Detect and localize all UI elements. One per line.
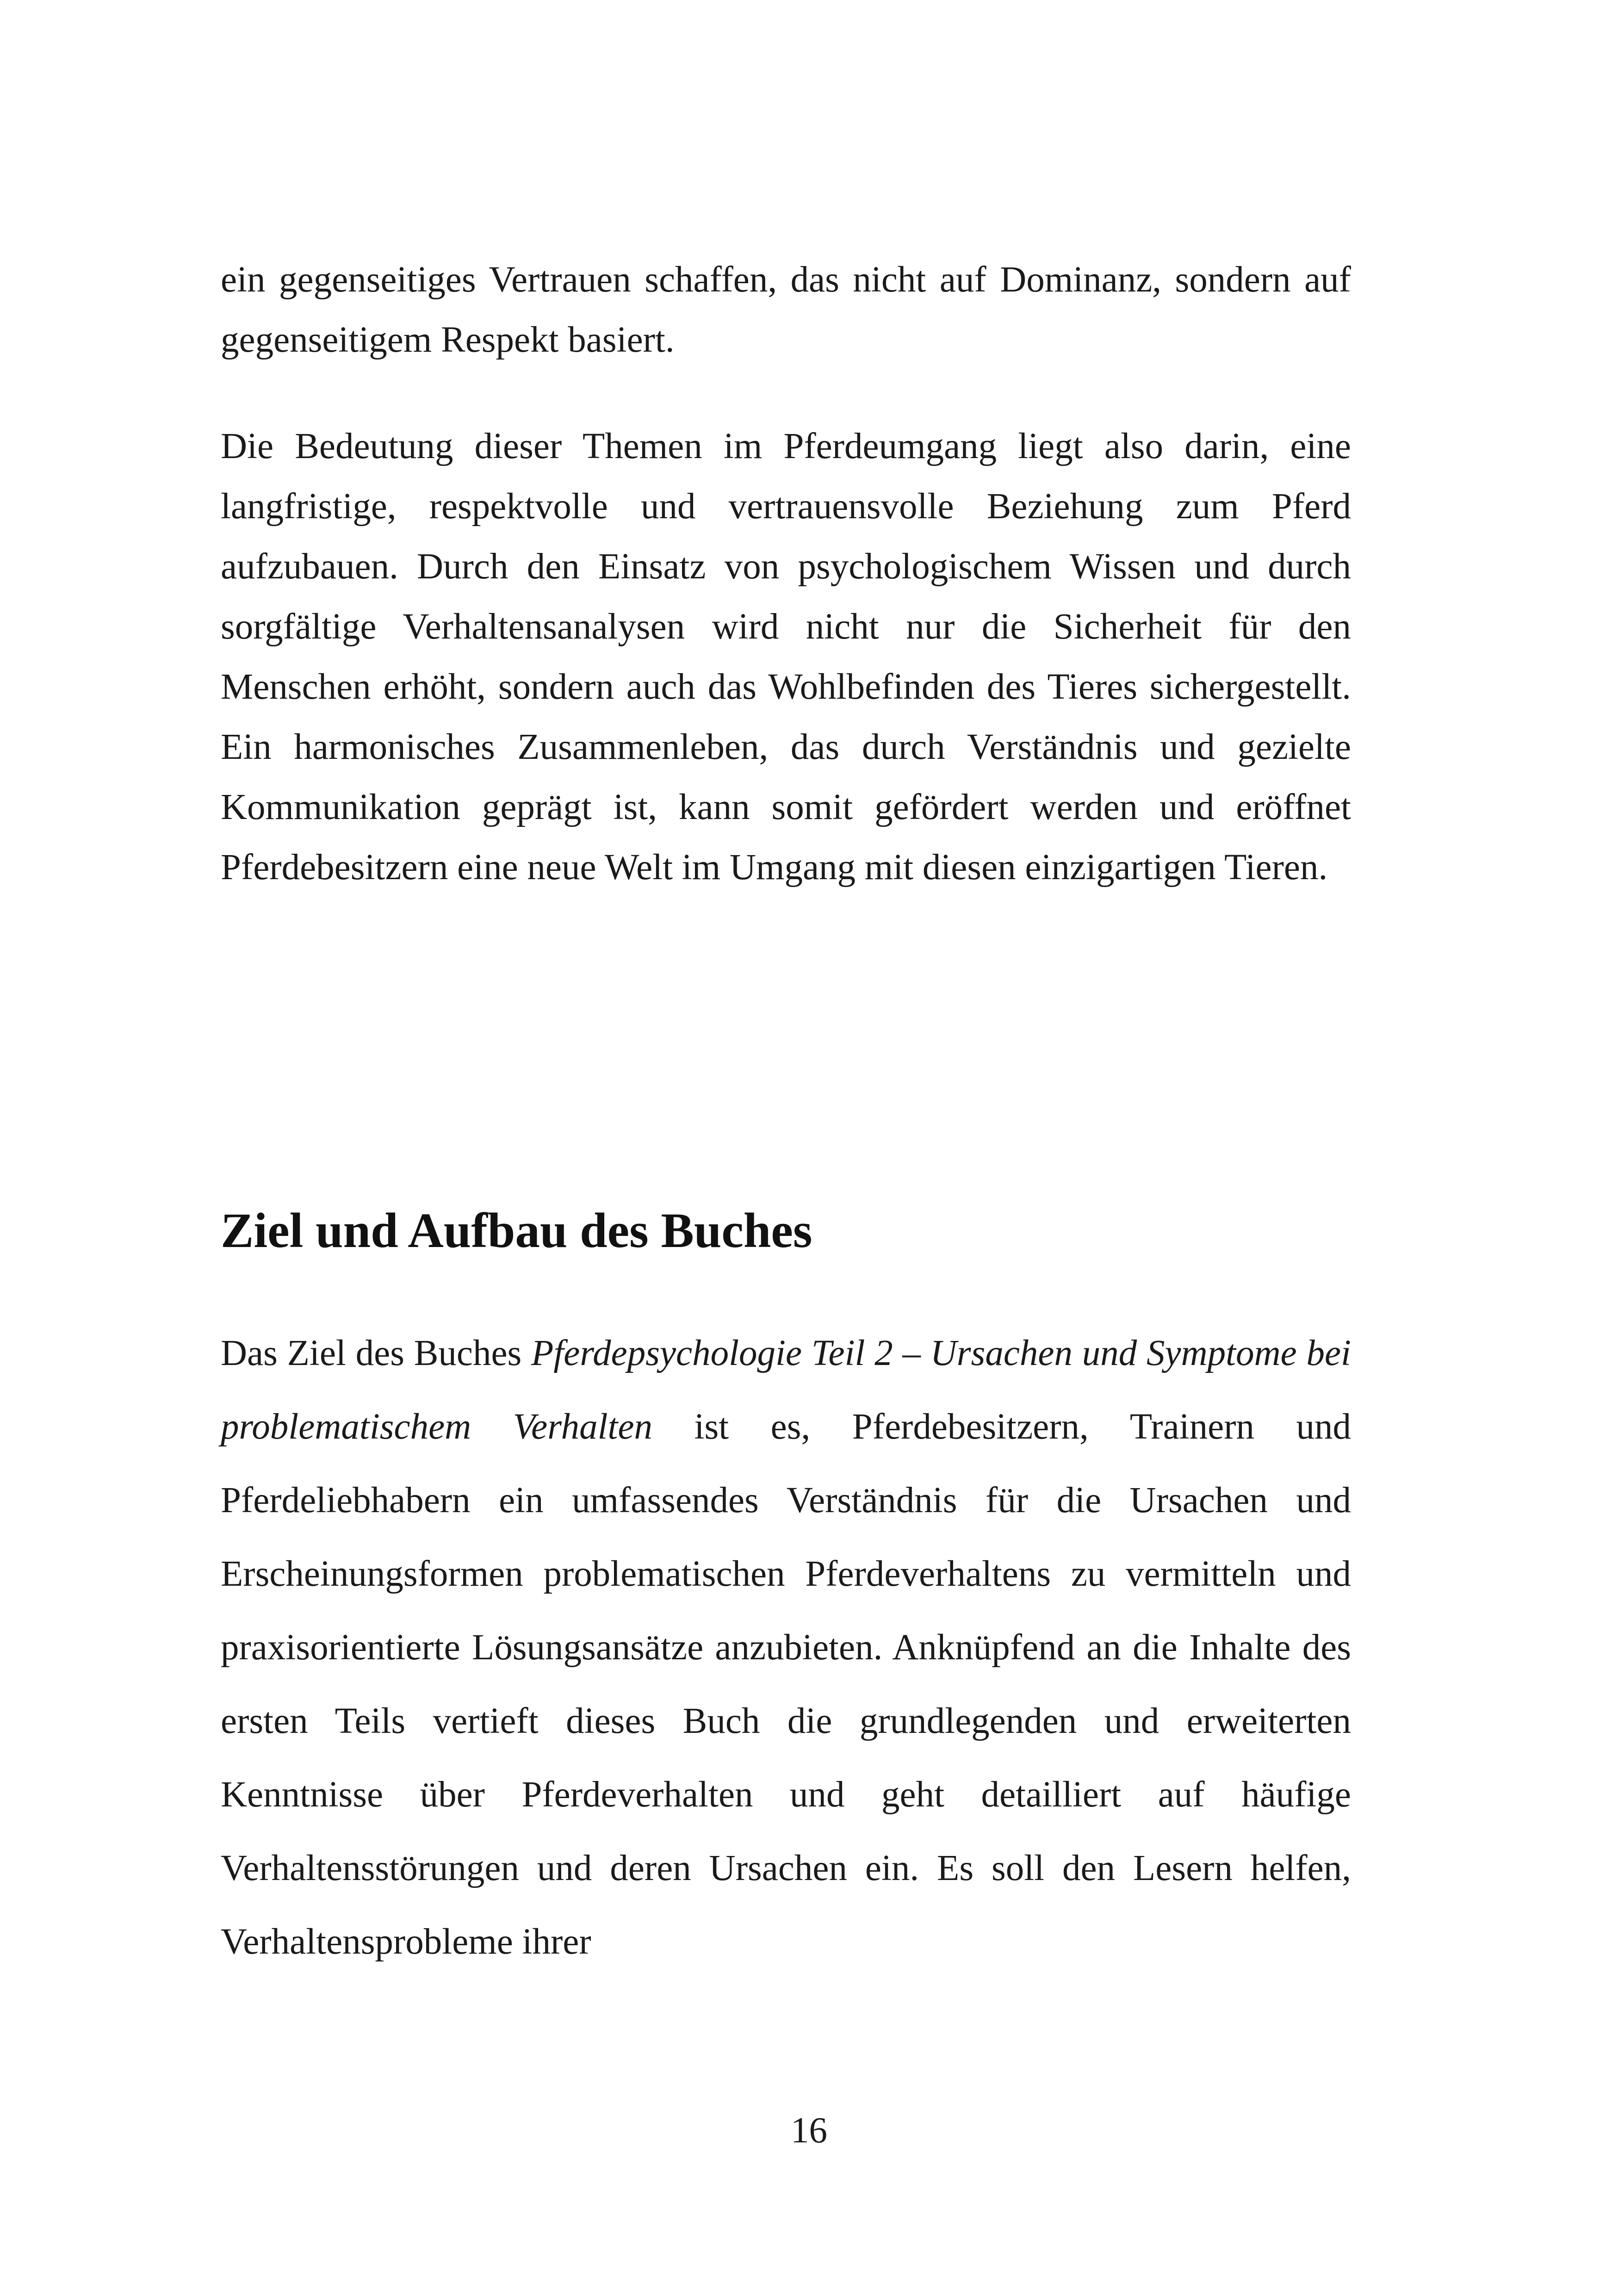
page-number: 16 (791, 2110, 827, 2151)
section-heading: Ziel und Aufbau des Buches (221, 1204, 812, 1258)
book-goal-body: ist es, Pferdebesitzern, Trainern und Pferdeliebhabern ein umfassendes Verständnis für die Ursachen und Erscheinungsformen problematischen Pferdeverhaltens zu vermitteln und praxisorientierte Lösungsansätze anzubieten. Anknüpfend an die Inhalte des ersten Teils vertieft dieses Buch die grundlegenden und erweiterten Kenntnisse über Pferdeverhalten und geht detailliert auf häufige Verhaltensstörungen und deren Ursachen ein. Es soll den Lesern helfen, Verhaltensprobleme ihrer (221, 1407, 1351, 1962)
paragraph-continuation: ein gegenseitiges Vertrauen schaffen, das nicht auf Dominanz, sondern auf gegenseitigem Respekt basiert. (221, 260, 1351, 360)
book-goal-intro: Das Ziel des Buches (221, 1333, 532, 1373)
book-title-italic: Pferdepsychologie Teil 2 – Ursachen und Symptome bei problematischem Verhalten (221, 1333, 1351, 1447)
paragraph-significance: Die Bedeutung dieser Themen im Pferdeumgang liegt also darin, eine langfristige, respektvolle und vertrauensvolle Beziehung zum Pferd aufzubauen. Durch den Einsatz von psychologischem Wissen und durch sorgfältige Verhaltensanalysen wird nicht nur die Sicherheit für den Menschen erhöht, sondern auch das Wohlbefinden des Tieres sichergestellt. Ein harmonisches Zusammenleben, das durch Verständnis und gezielte Kommunikation geprägt ist, kann somit gefördert werden und eröffnet Pferdebesitzern eine neue Welt im Umgang mit diesen einzigartigen Tieren. (221, 426, 1351, 887)
paragraph-book-goal (221, 1316, 1351, 1979)
